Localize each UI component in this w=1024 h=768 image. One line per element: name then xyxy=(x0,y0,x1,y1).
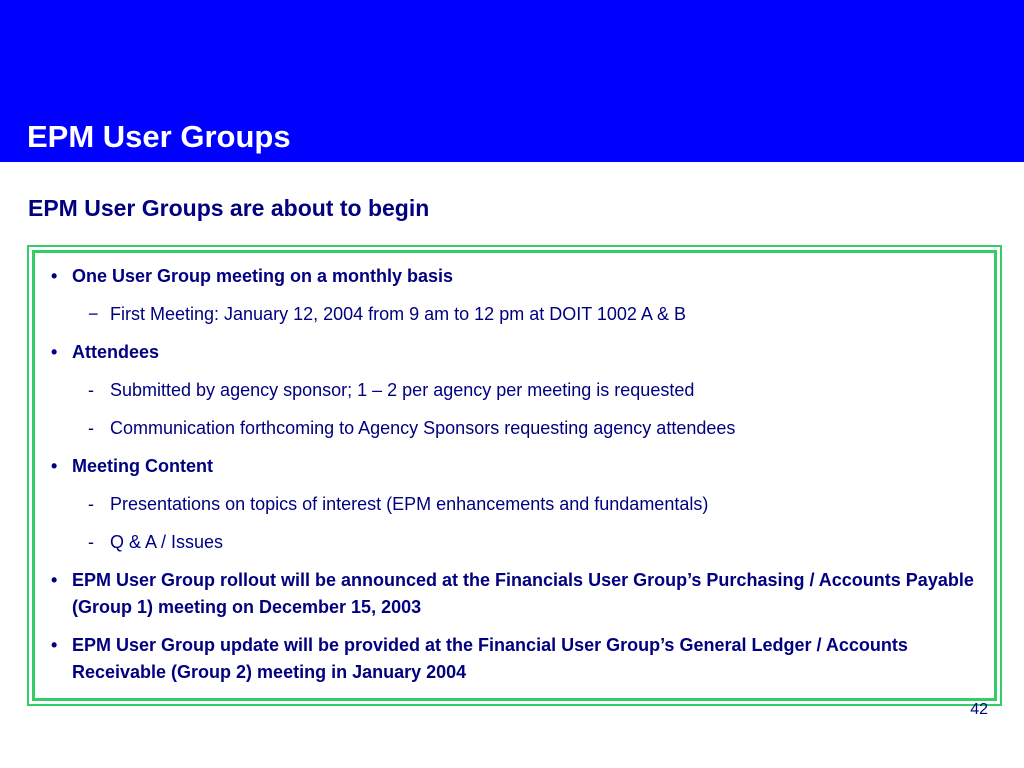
sub-bullet-marker: - xyxy=(88,532,94,552)
bullet-marker: • xyxy=(51,635,58,655)
bullet-item xyxy=(51,453,974,480)
sub-bullet-marker: - xyxy=(88,380,94,400)
bullet-marker: • xyxy=(51,342,58,362)
sub-bullet-text: Communication forthcoming to Agency Sponsors requesting agency attendees xyxy=(110,418,736,438)
slide-number: 42 xyxy=(970,701,988,718)
sub-bullet-item xyxy=(51,529,974,556)
bullet-item xyxy=(51,632,974,686)
sub-bullet-marker: - xyxy=(88,494,94,514)
sub-bullet-marker: - xyxy=(88,418,94,438)
bullet-item xyxy=(51,567,974,621)
bullet-text: One User Group meeting on a monthly basis xyxy=(72,266,454,286)
bullet-text: EPM User Group update will be provided at the Financial User Group’s General Ledger / Accounts Receivable (Group 2) meeting in January 2004 xyxy=(72,635,908,682)
sub-bullet-item xyxy=(51,377,974,404)
bullet-marker: • xyxy=(51,456,58,476)
content-box xyxy=(27,245,1002,706)
sub-bullet-text: First Meeting: January 12, 2004 from 9 am to 12 pm at DOIT 1002 A & B xyxy=(110,304,686,324)
bullet-marker: • xyxy=(51,266,58,286)
slide-subtitle: EPM User Groups are about to begin xyxy=(28,195,430,221)
bullet-text: EPM User Group rollout will be announced at the Financials User Group’s Purchasing / Accounts Payable (Group 1) meeting on December 15, 2003 xyxy=(72,570,974,617)
bullet-marker: • xyxy=(51,570,58,590)
sub-bullet-item xyxy=(51,491,974,518)
sub-bullet-text: Presentations on topics of interest (EPM enhancements and fundamentals) xyxy=(110,494,709,514)
bullet-item xyxy=(51,263,974,290)
sub-bullet-item xyxy=(51,415,974,442)
sub-bullet-text: Submitted by agency sponsor; 1 – 2 per agency per meeting is requested xyxy=(110,380,695,400)
sub-bullet-marker: − xyxy=(88,304,99,324)
bullet-text: Attendees xyxy=(72,342,160,362)
slide-title: EPM User Groups xyxy=(27,119,291,154)
title-banner xyxy=(0,0,1024,162)
bullet-item xyxy=(51,339,974,366)
sub-bullet-item xyxy=(51,301,974,328)
content-box-inner xyxy=(32,250,997,701)
bullet-list xyxy=(51,263,974,686)
bullet-text: Meeting Content xyxy=(72,456,213,476)
sub-bullet-text: Q & A / Issues xyxy=(110,532,224,552)
